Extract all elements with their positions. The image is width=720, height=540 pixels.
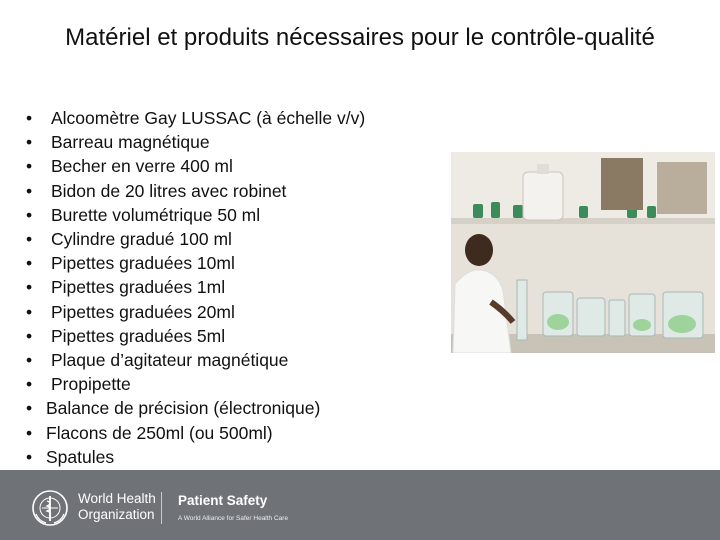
bullet-marker: • (26, 398, 33, 419)
list-item (26, 421, 365, 445)
list-item-text: Balance de précision (électronique) (46, 398, 321, 419)
list-item (26, 154, 365, 178)
program-tagline: A World Alliance for Safer Health Care (178, 515, 289, 522)
list-item-text: Burette volumétrique 50 ml (51, 204, 261, 225)
list-item-text: Becher en verre 400 ml (51, 156, 233, 177)
bullet-marker: • (26, 277, 33, 298)
bullet-marker: • (26, 204, 33, 225)
list-item (26, 130, 365, 154)
list-item (26, 396, 365, 420)
organization-name-line2: Organization (78, 507, 155, 522)
program-name: Patient Safety (178, 493, 268, 508)
list-item (26, 372, 365, 396)
organization-name-line1: World Health (78, 491, 156, 506)
bullet-marker: • (26, 132, 33, 153)
list-item-text: Flacons de 250ml (ou 500ml) (46, 422, 273, 443)
bullet-marker: • (26, 156, 33, 177)
who-emblem-icon (30, 488, 70, 528)
list-item (26, 445, 365, 469)
laboratory-photo (451, 152, 715, 353)
list-item-text: Pipettes graduées 5ml (51, 325, 226, 346)
bullet-marker: • (26, 180, 33, 201)
list-item-text: Bidon de 20 litres avec robinet (51, 180, 287, 201)
bullet-marker: • (26, 108, 33, 128)
bullet-marker: • (26, 374, 33, 395)
slide-title: Matériel et produits nécessaires pour le contrôle-qualité (65, 24, 655, 51)
list-item (26, 227, 365, 251)
list-item-text: Pipettes graduées 1ml (51, 277, 226, 298)
list-item-text: Spatules (46, 446, 115, 467)
footer-bar (0, 470, 720, 540)
list-item (26, 251, 365, 275)
bullet-marker: • (26, 229, 33, 250)
list-item-text: Plaque d’agitateur magnétique (51, 350, 289, 371)
bullet-marker: • (26, 253, 33, 274)
list-item (26, 300, 365, 324)
list-item (26, 106, 365, 130)
list-item-text: Alcoomètre Gay LUSSAC (à échelle v/v) (51, 108, 366, 128)
bullet-marker: • (26, 422, 33, 443)
bullet-marker: • (26, 446, 33, 467)
list-item-text: Propipette (51, 374, 131, 395)
list-item (26, 324, 365, 348)
bullet-marker: • (26, 301, 33, 322)
bullet-marker: • (26, 350, 33, 371)
list-item-text: Pipettes graduées 20ml (51, 301, 235, 322)
footer-divider (161, 492, 162, 524)
list-item (26, 179, 365, 203)
equipment-list (26, 106, 365, 469)
bullet-marker: • (26, 325, 33, 346)
list-item-text: Barreau magnétique (51, 132, 210, 153)
list-item (26, 203, 365, 227)
organization-name (78, 491, 156, 523)
list-item (26, 275, 365, 299)
list-item (26, 348, 365, 372)
list-item-text: Pipettes graduées 10ml (51, 253, 235, 274)
list-item-text: Cylindre gradué 100 ml (51, 229, 232, 250)
